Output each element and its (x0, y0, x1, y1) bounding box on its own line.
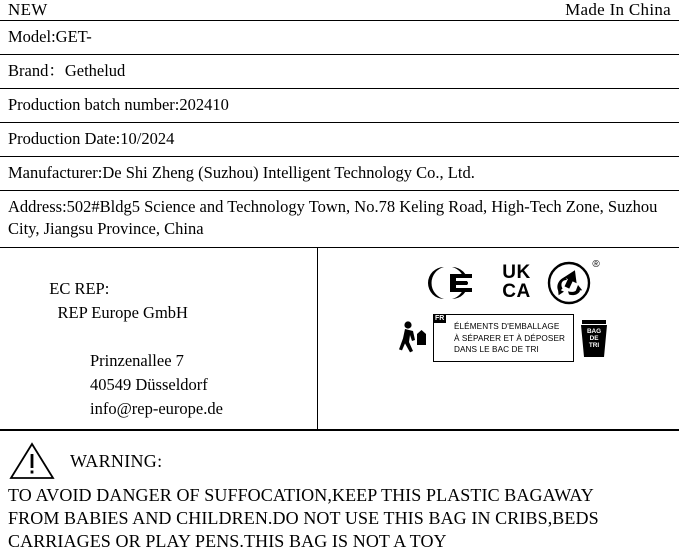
marks-top-row (326, 254, 671, 312)
ukca-line-1: UK (502, 261, 531, 283)
ukca-mark-icon (502, 261, 531, 302)
bin-label-text (577, 328, 611, 350)
header-origin-text: Made In China (565, 0, 671, 19)
fr-flag-badge: FR (434, 314, 445, 322)
fr-instruction-text (444, 321, 565, 354)
row-batch-number: Production batch number:202410 (0, 89, 679, 123)
warning-line-1: TO AVOID DANGER OF SUFFOCATION,KEEP THIS PLASTIC BAGAWAY (8, 485, 594, 506)
fr-packaging-sorting-mark (326, 314, 671, 362)
ec-rep-company: REP Europe GmbH (57, 303, 188, 323)
warning-block (0, 431, 679, 553)
recycling-bin-icon (574, 314, 614, 362)
ec-rep-city: 40549 Düsseldorf (90, 375, 208, 395)
registered-trademark-icon: ® (592, 258, 600, 270)
bin-line-2: DE (589, 334, 599, 342)
warning-title: WARNING: (70, 450, 163, 471)
ec-rep-street: Prinzenallee 7 (90, 351, 184, 371)
ec-rep-email: info@rep-europe.de (90, 399, 223, 419)
warning-line-2: FROM BABIES AND CHILDREN.DO NOT USE THIS BAG IN CRIBS,BEDS (8, 508, 599, 529)
fr-line-3: DANS LE BAC DE TRI (453, 344, 539, 354)
label-header (0, 0, 679, 20)
row-model: Model:GET- (0, 21, 679, 55)
row-brand: Brand：Gethelud (0, 55, 679, 89)
bin-line-1: BAG (586, 327, 602, 335)
row-ec-rep (0, 248, 679, 430)
person-recycling-icon (391, 314, 433, 362)
bin-line-3: TRI (588, 342, 600, 350)
ec-rep-line (8, 254, 309, 350)
recycle-icon (547, 258, 600, 305)
fr-line-2: À SÉPARER ET À DÉPOSER (453, 333, 566, 343)
ce-mark-icon (412, 264, 486, 302)
row-address: Address:502#Bldg5 Science and Technology Town, No.78 Keling Road, High-Tech Zone, Suzhou City, Jiangsu Province, China (0, 191, 679, 248)
compliance-marks (318, 248, 679, 429)
header-new-text: NEW (8, 0, 48, 19)
ec-rep-label: EC REP: (49, 279, 110, 299)
warning-text (8, 484, 671, 553)
warning-header (8, 441, 671, 481)
fr-line-1: ÉLÉMENTS D'EMBALLAGE (453, 322, 560, 332)
row-manufacturer: Manufacturer:De Shi Zheng (Suzhou) Intelligent Technology Co., Ltd. (0, 157, 679, 191)
ukca-line-2: CA (502, 280, 531, 302)
fr-instruction-box (433, 314, 574, 362)
ec-rep-details (0, 248, 318, 429)
product-info-table (0, 20, 679, 431)
row-production-date: Production Date:10/2024 (0, 123, 679, 157)
warning-triangle-icon (8, 441, 56, 481)
warning-line-3: CARRIAGES OR PLAY PENS.THIS BAG IS NOT A TOY (8, 531, 447, 552)
